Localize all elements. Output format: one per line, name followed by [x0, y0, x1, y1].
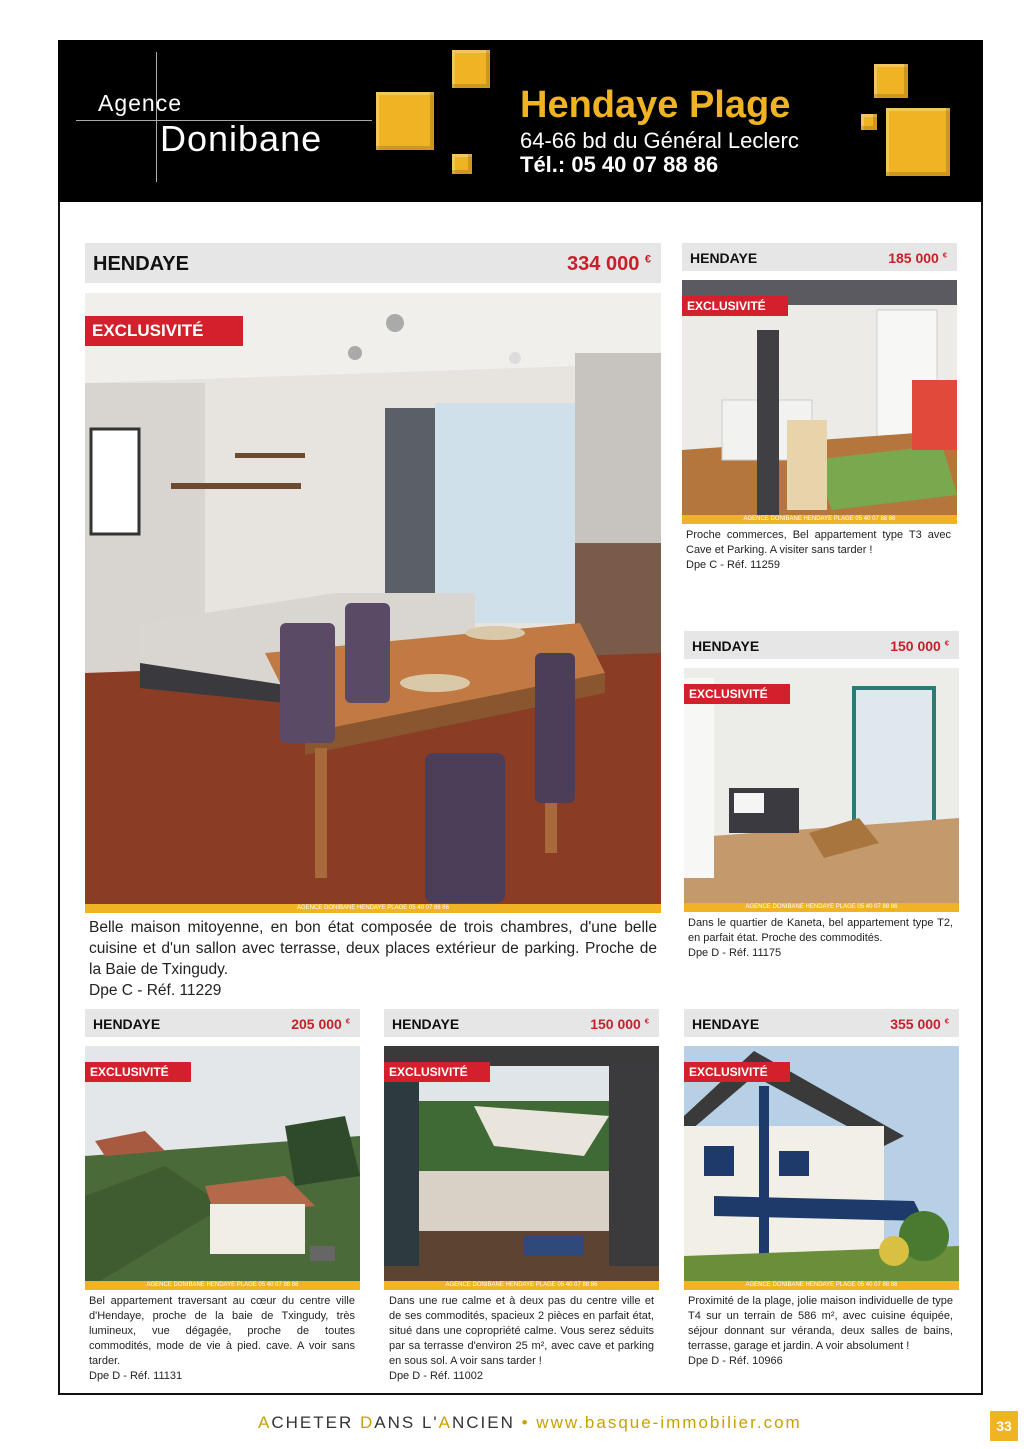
- listing-5-photo: [384, 1046, 659, 1290]
- agency-logo-small-text: Agence: [98, 90, 183, 116]
- footer-initial-a2: A: [438, 1413, 452, 1432]
- listing-4-ref: Dpe D - Réf. 11131: [89, 1370, 183, 1382]
- listing-6-photo: [684, 1046, 959, 1290]
- listing-1-ref: Dpe C - Réf. 11229: [89, 982, 222, 999]
- listing-3-price: 150 000 €: [890, 638, 949, 654]
- footer-bullet: •: [514, 1413, 537, 1432]
- listing-3-description: [688, 916, 953, 961]
- listing-3-exclusive-badge: EXCLUSIVITÉ: [684, 684, 790, 704]
- listing-5-exclusive-badge: EXCLUSIVITÉ: [384, 1062, 490, 1082]
- living-room-photo-2: [682, 280, 957, 524]
- listing-6-price: 355 000 €: [890, 1016, 949, 1032]
- listing-4-town: HENDAYE: [93, 1016, 161, 1032]
- listing-4-photo: [85, 1046, 360, 1290]
- living-room-photo: [85, 293, 661, 913]
- footer-initial-d: D: [359, 1413, 375, 1432]
- listing-1-exclusive-badge: EXCLUSIVITÉ: [85, 316, 243, 346]
- listing-5-town: HENDAYE: [392, 1016, 460, 1032]
- listing-2-town: HENDAYE: [690, 250, 758, 266]
- office-phone: Tél.: 05 40 07 88 86: [520, 152, 719, 177]
- basque-house-photo: [684, 1046, 959, 1290]
- agency-header: [58, 40, 983, 202]
- listing-6-title-bar: [684, 1009, 959, 1037]
- page-number: 33: [990, 1411, 1018, 1441]
- listing-2-exclusive-badge: EXCLUSIVITÉ: [682, 296, 788, 316]
- listing-4-title-bar: [85, 1009, 360, 1037]
- town-view-photo: [85, 1046, 360, 1290]
- deco-square-tiny: [861, 114, 877, 130]
- listing-4-photo-credit: AGENCE DONIBANE HENDAYE PLAGE 05 40 07 88 86: [85, 1281, 360, 1290]
- listing-3-description-text: Dans le quartier de Kaneta, bel appartement type T2, en parfait état. Proche des commodités.: [688, 917, 953, 944]
- listing-2-description-text: Proche commerces, Bel appartement type T3 avec Cave et Parking. A visiter sans tarder !: [686, 529, 951, 556]
- listing-1-town: HENDAYE: [93, 253, 189, 275]
- listing-3-title-bar: [684, 631, 959, 659]
- footer-initial-a: A: [258, 1413, 272, 1432]
- listing-3-photo-credit: AGENCE DONIBANE HENDAYE PLAGE 05 40 07 88 86: [684, 903, 959, 912]
- listing-5-photo-credit: AGENCE DONIBANE HENDAYE PLAGE 05 40 07 88 86: [384, 1281, 659, 1290]
- listing-6-description-text: Proximité de la plage, jolie maison individuelle de type T4 sur un terrain de 586 m², avec cuisine équipée, séjour donnant sur véranda, deux salles de bains, terrasse, garage et jardin. A voir absolument !: [688, 1295, 953, 1352]
- listing-2-description: [686, 528, 951, 573]
- listing-6-photo-credit: AGENCE DONIBANE HENDAYE PLAGE 05 40 07 88 86: [684, 1281, 959, 1290]
- listing-3-ref: Dpe D - Réf. 11175: [688, 947, 782, 959]
- logo-divider-vertical: [156, 52, 157, 182]
- office-address: 64-66 bd du Général Leclerc: [520, 128, 799, 153]
- listing-5-description-text: Dans une rue calme et à deux pas du centre ville et de ses commodités, spacieux 2 pièces en parfait état, situé dans une copropriété calme. Vous serez séduits par sa terrasse d'environ 25 m², avec cave et parking en sous sol. A voir sans tarder !: [389, 1295, 654, 1367]
- listing-5-ref: Dpe D - Réf. 11002: [389, 1370, 483, 1382]
- listing-4-description: [89, 1294, 355, 1384]
- footer-tagline: [258, 1413, 802, 1433]
- logo-square-small: [452, 154, 472, 174]
- listing-5-price: 150 000 €: [590, 1016, 649, 1032]
- deco-square-top: [874, 64, 908, 98]
- listing-1-price: 334 000 €: [567, 253, 651, 275]
- listing-6-town: HENDAYE: [692, 1016, 760, 1032]
- listing-4-description-text: Bel appartement traversant au cœur du centre ville d'Hendaye, proche de la baie de Txingudy, très lumineux, vue dégagée, proche de toutes commodités, mode de vie à pied. cave. A voir sans tarder.: [89, 1295, 355, 1367]
- listing-2-title-bar: [682, 243, 957, 271]
- footer-word-l: L': [421, 1413, 439, 1432]
- logo-square-large: [376, 92, 434, 150]
- listing-2-photo: [682, 280, 957, 524]
- listing-3-photo: [684, 668, 959, 912]
- listing-1-photo-credit: AGENCE DONIBANE HENDAYE PLAGE 05 40 07 88 86: [85, 904, 661, 913]
- listing-1-photo: [85, 293, 661, 913]
- agency-logo-name: Donibane: [160, 118, 323, 159]
- listing-1-title-bar: [85, 243, 661, 283]
- listing-6-description: [688, 1294, 953, 1369]
- listing-5-title-bar: [384, 1009, 659, 1037]
- listing-3-town: HENDAYE: [692, 638, 760, 654]
- listing-4-exclusive-badge: EXCLUSIVITÉ: [85, 1062, 191, 1082]
- footer-word-acheter: CHETER: [271, 1413, 360, 1432]
- terrace-photo: [384, 1046, 659, 1290]
- footer-word-dans: ANS: [374, 1413, 422, 1432]
- listing-6-exclusive-badge: EXCLUSIVITÉ: [684, 1062, 790, 1082]
- deco-square-big: [886, 108, 950, 176]
- footer-word-ancien: NCIEN: [451, 1413, 515, 1432]
- listing-2-ref: Dpe C - Réf. 11259: [686, 559, 780, 571]
- listing-2-price: 185 000 €: [888, 250, 947, 266]
- listing-1-description-text: Belle maison mitoyenne, en bon état composée de trois chambres, d'une belle cuisine et d'un sallon avec terrasse, deux places extérieur de parking. Proche de la Baie de Txingudy.: [89, 919, 657, 978]
- footer-url[interactable]: www.basque-immobilier.com: [536, 1413, 802, 1432]
- listing-6-ref: Dpe D - Réf. 10966: [688, 1355, 783, 1367]
- living-room-photo-3: [684, 668, 959, 912]
- listing-1-description: [89, 917, 657, 1001]
- listing-5-description: [389, 1294, 654, 1384]
- office-name: Hendaye Plage: [520, 84, 791, 126]
- listing-4-price: 205 000 €: [291, 1016, 350, 1032]
- logo-square-medium: [452, 50, 490, 88]
- listing-2-photo-credit: AGENCE DONIBANE HENDAYE PLAGE 05 40 07 88 86: [682, 515, 957, 524]
